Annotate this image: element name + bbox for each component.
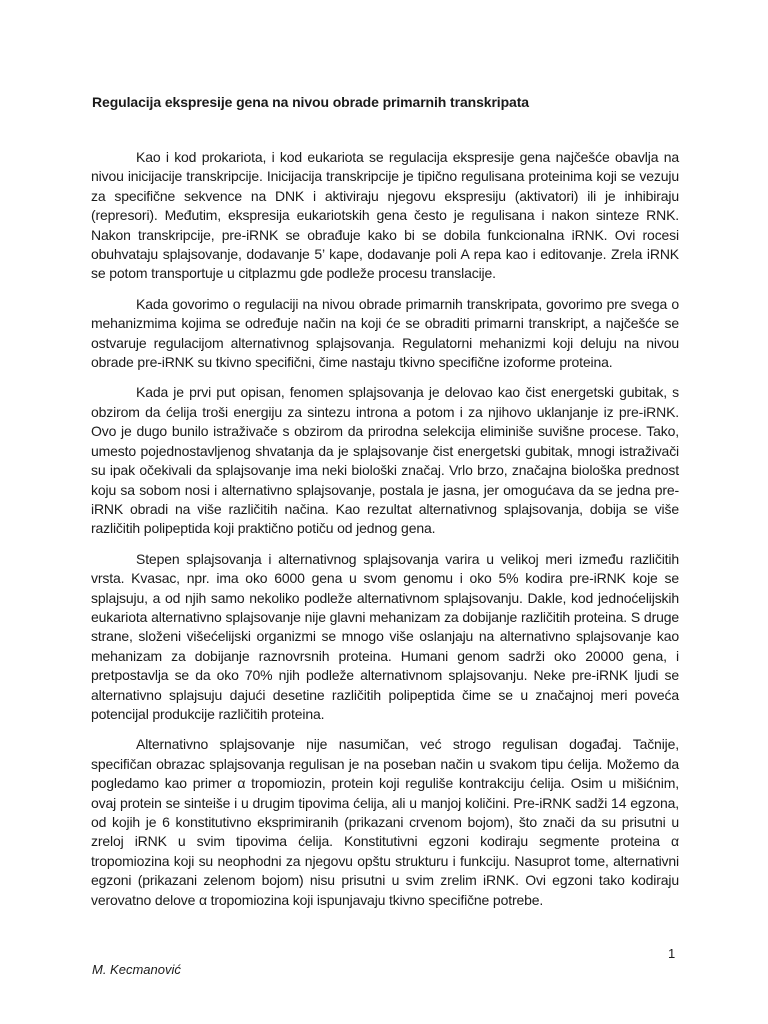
- document-title: Regulacija ekspresije gena na nivou obrade primarnih transkripata: [92, 94, 529, 110]
- paragraph: Kada govorimo o regulaciji na nivou obrade primarnih transkripata, govorimo pre svega o mehanizmima kojima se određuje način na koji će se obraditi primarni transkript, a najčešće se ostvaruje regulacijom alternativnog splajsovanja. Regulatorni mehanizmi koji deluju na nivou obrade pre-iRNK su tkivno specifični, čime nastaju tkivno specifične izoforme proteina.: [91, 295, 679, 371]
- paragraph: Stepen splajsovanja i alternativnog splajsovanja varira u velikoj meri između različitih vrsta. Kvasac, npr. ima oko 6000 gena u svom genomu i oko 5% kodira pre-iRNK koje se splajsuju, a od njih samo nekoliko podleže alternativnom splajsovanju. Dakle, kod jednoćelijskih eukariota alternativno splajsovanje nije glavni mehanizam za dobijanje različitih proteina. S druge strane, složeni višećelijski organizmi se mnogo više oslanjaju na alternativno splajsovanje kao mehanizam za dobijanje raznovrsnih proteina. Humani genom sadrži oko 20000 gena, i pretpostavlja se da oko 70% njih podleže alternativnom splajsovanju. Neke pre-iRNK ljudi se alternativno splajsuju dajući desetine različitih polipeptida čime se u značajnoj meri povećа potencijal produkcije različitih proteina.: [91, 550, 679, 722]
- paragraph: Alternativno splajsovanje nije nasumičan, već strogo regulisan događaj. Tačnije, specifičan obrazac splajsovanja regulisan je na poseban način u svakom tipu ćelija. Možemo da pogledamo kao primer α tropomiozin, protein koji reguliše kontrakciju ćelija. Osim u mišićnim, ovaj protein se sinteiše i u drugim tipovima ćelija, ali u manjoj količini. Pre-iRNK sadži 14 egzona, od kojih je 6 konstitutivno eksprimiranih (prikazani crvenom bojom), što znači da su prisutni u zreloj iRNK u svim tipovima ćelija. Konstitutivni egzoni kodiraju segmente proteina α tropomiozina koji su neophodni za njegovu opštu strukturu i funkciju. Nasuprot tome, alternativni egzoni (prikazani zelenom bojom) nisu prisutni u svim zrelim iRNK. Ovi egzoni tako kodiraju verovatno delove α tropomiozina koji ispunjavaju tkivno specifične potrebe.: [91, 736, 679, 908]
- paragraph: Kada je prvi put opisan, fenomen splajsovanja je delovao kao čist energetski gubitak, s obzirom da ćelija troši energiju za sintezu introna a potom i za njihovo uklanjanje iz pre-iRNK. Ovo je dugo bunilo istraživače s obzirom da prirodna selekcija eliminiše suvišne procese. Tako, umesto pojednostavljenog shvatanja da je splajsovanje čist energetski gubitak, mnogi istraživači su ipak očekivali da splajsovanje ima neki biološki značaj. Vrlo brzo, značajna biološka prednost koju sa sobom nosi i alternativno splajsovanje, postala je jasna, jer omogućava da se jedna pre-iRNK obradi na više različitih načina. Kao rezultat alternativnog splajsovanja, dobija se više različitih polipeptida koji praktično potiču od jednog gena.: [91, 384, 679, 537]
- author-footer: M. Kecmanović: [92, 962, 181, 977]
- page-number: 1: [668, 946, 676, 961]
- paragraph: Kao i kod prokariota, i kod eukariota se regulacija ekspresije gena najčešće obavlja na nivou inicijacije transkripcije. Inicijacija transkripcije je tipično regulisana proteinima koji se vezuju za specifične sekvence na DNK i aktiviraju njegovu ekspresiju (aktivatori) ili je inhibiraju (represori). Međutim, ekspresija eukariotskih gena često je regulisana i nakon sinteze RNK. Nakon transkripcije, pre-iRNK se obrađuje kako bi se dobila funkcionalna iRNK. Ovi rocesi obuhvataju splajsovanje, dodavanje 5’ kape, dodavanje poli A repa kao i editovanje. Zrela iRNK se potom transportuje u citplazmu gde podleže procesu translacije.: [91, 149, 679, 282]
- document-body: [91, 148, 679, 921]
